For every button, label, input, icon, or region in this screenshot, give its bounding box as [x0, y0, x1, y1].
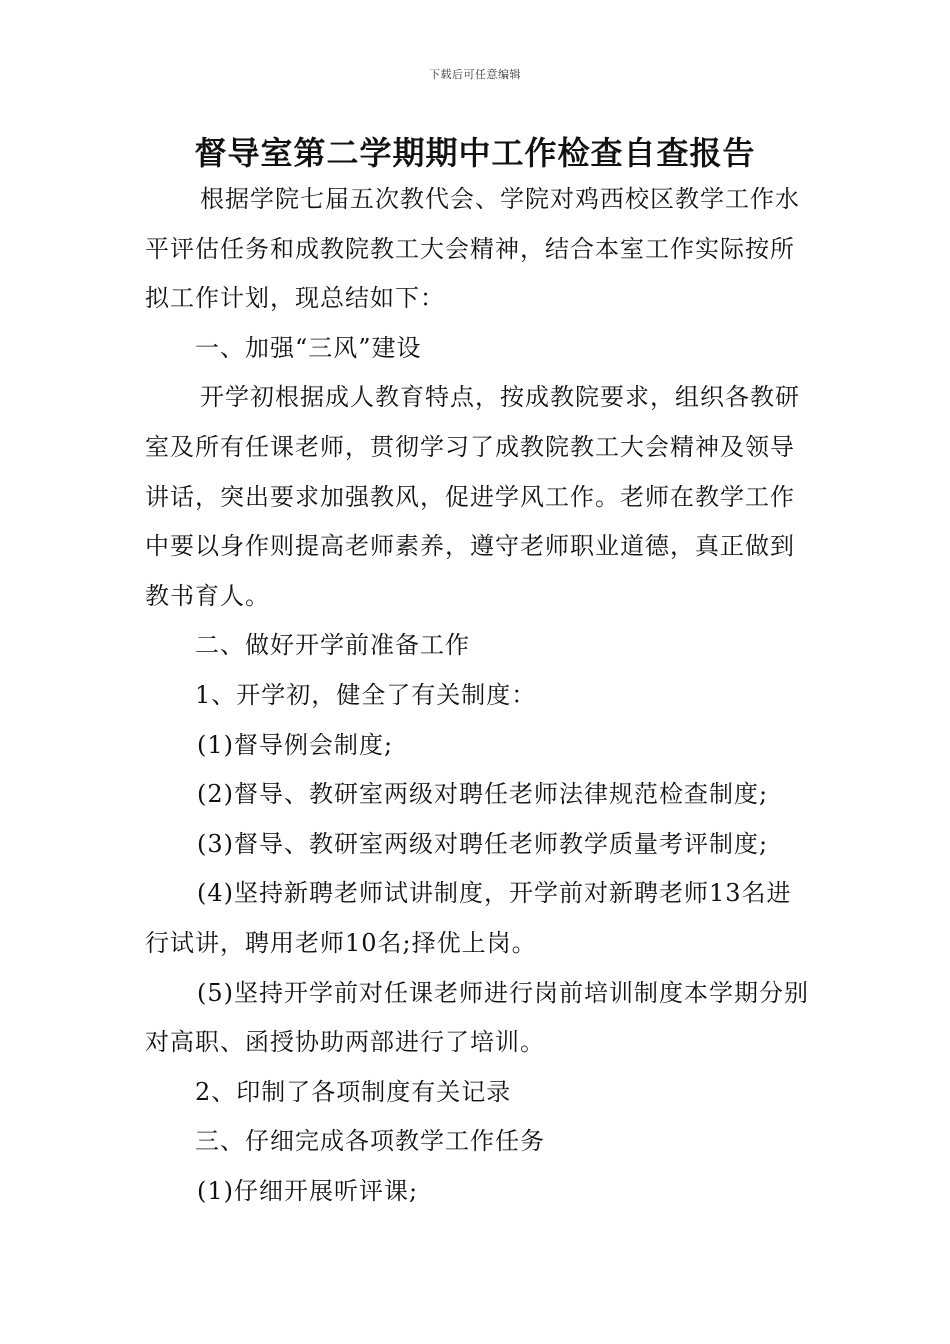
section-heading-1: 一、加强“三风”建设	[195, 333, 422, 362]
paragraph-intro: 根据学院七届五次教代会、学院对鸡西校区教学工作水平评估任务和成教院教工大会精神，结合本室工作实际按所拟工作计划，现总结如下：	[145, 185, 800, 313]
list-item: 2、印制了各项制度有关记录	[195, 1077, 512, 1106]
list-item: (5)坚持开学前对任课老师进行岗前培训制度本学期分别对高职、函授协助两部进行了培训。	[145, 978, 809, 1057]
list-item: (3)督导、教研室两级对聘任老师教学质量考评制度;	[197, 829, 769, 858]
list-item: (4)坚持新聘老师试讲制度，开学前对新聘老师13名进行试讲，聘用老师10名;择优上岗。	[145, 879, 792, 957]
section-heading-2: 二、做好开学前准备工作	[195, 631, 470, 660]
list-item: (2)督导、教研室两级对聘任老师法律规范检查制度;	[197, 780, 769, 809]
list-item: (1)仔细开展听评课;	[197, 1176, 419, 1205]
list-item: 1、开学初，健全了有关制度：	[195, 680, 537, 709]
document-body	[145, 175, 815, 1216]
header-note: 下载后可任意编辑	[429, 68, 521, 81]
document-title: 督导室第二学期期中工作检查自查报告	[194, 134, 756, 172]
list-item: (1)督导例会制度;	[197, 730, 394, 759]
paragraph-three-styles: 开学初根据成人教育特点，按成教院要求，组织各教研室及所有任课老师，贯彻学习了成教院教工大会精神及领导讲话，突出要求加强教风，促进学风工作。老师在教学工作中要以身作则提高老师素养，遵守老师职业道德，真正做到教书育人。	[145, 383, 800, 610]
section-heading-3: 三、仔细完成各项教学工作任务	[195, 1127, 545, 1156]
